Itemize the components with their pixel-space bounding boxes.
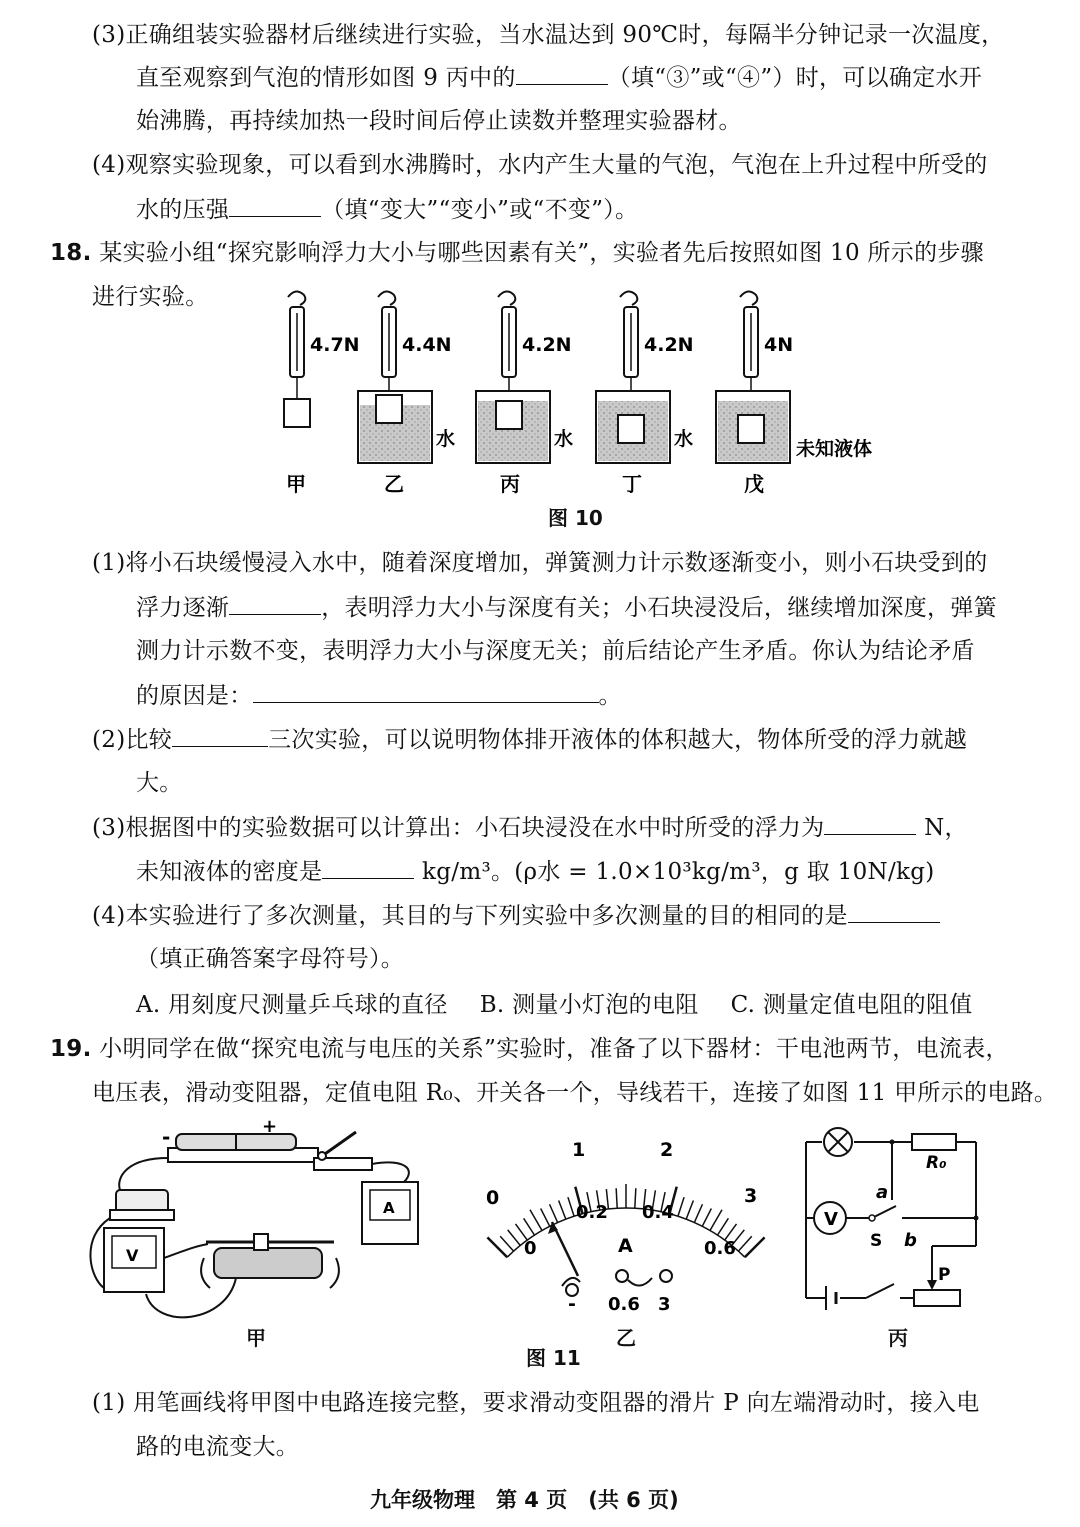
q19-intro-text: 小明同学在做“探究电流与电压的关系”实验时，准备了以下器材：干电池两节，电流表， [99,1036,1009,1062]
reading-ding: 4.2N [644,334,694,356]
dial-tick [550,1204,558,1222]
q17-blank-pressure[interactable] [229,194,321,217]
option-b[interactable]: B. 测量小灯泡的电阻 [479,992,699,1018]
q18-options [136,990,973,1020]
top-scale-0: 0 [486,1187,500,1209]
label-jia: 甲 [286,472,306,496]
schematic-point-a: a [876,1182,889,1203]
q19-part1-line1: (1) 用笔画线将甲图中电路连接完整，要求滑动变阻器的滑片 P 向左端滑动时，接入电 [92,1390,980,1416]
dial-unit: A [618,1235,633,1257]
battery-positive-label: + [262,1118,278,1137]
ammeter [362,1182,418,1244]
knife-switch [314,1132,372,1170]
q17-part3-text-a: 直至观察到气泡的情形如图 9 丙中的 [136,65,516,91]
q18-blank-force[interactable] [824,812,916,835]
q19-intro-line1 [50,1034,1009,1064]
figure-11-bing-schematic [796,1120,996,1320]
q18-number: 18. [50,240,92,266]
q17-part4-line1: (4)观察实验现象，可以看到水沸腾时，水内产生大量的气泡，气泡在上升过程中所受的 [92,152,988,178]
bottom-scale-3: 0.6 [704,1238,736,1259]
q19-intro-line2: 电压表，滑动变阻器，定值电阻 R₀、开关各一个，导线若干，连接了如图 11 甲所示的电路。 [92,1080,1058,1106]
voltmeter [104,1228,164,1292]
liquid-label-wu: 未知液体 [796,438,873,460]
q18-part1-text-b: ，表明浮力大小与深度有关；小石块浸没后，继续增加深度，弹簧 [321,595,997,621]
option-a[interactable]: A. 用刻度尺测量乒乓球的直径 [136,992,448,1018]
bottom-scale-2: 0.4 [642,1202,674,1223]
q18-blank-buoyancy-change[interactable] [229,592,321,615]
reading-jia: 4.7N [310,334,360,356]
q18-intro-line1 [50,238,984,268]
q18-part3-line1 [92,812,968,843]
q18-part2-line2: 大。 [136,770,183,796]
figure-11-label-jia: 甲 [246,1326,266,1350]
q18-blank-compare[interactable] [172,724,268,747]
dial-tick [702,1208,711,1226]
q17-blank-bubble[interactable] [516,62,608,85]
dial-tick [738,1236,751,1251]
battery-negative-label: - [162,1125,171,1149]
ammeter-letter: A [383,1199,395,1217]
fixed-resistor [110,1190,174,1220]
dial-tick [710,1210,722,1231]
schematic-slider-label: P [938,1265,951,1285]
dial-tick [686,1200,693,1219]
q17-part3-text-b: （填“③”或“④”）时，可以确定水开 [607,65,983,91]
q18-blank-reason[interactable] [253,680,599,703]
setup-ding [596,291,670,463]
q17-part4-text-a: 水的压强 [136,197,230,223]
q18-part2-line1 [92,724,967,755]
q18-part1-text-c: 的原因是： [136,683,253,709]
dial-tick [635,1188,636,1208]
q18-part3-text-d: kg/m³。(ρ水 = 1.0×10³kg/m³，g 取 10N/kg) [422,859,935,885]
sliding-rheostat [201,1234,339,1288]
q18-blank-choice[interactable] [848,900,940,923]
reading-yi: 4.4N [402,334,452,356]
label-yi: 乙 [384,472,404,496]
q17-part3-line1: (3)正确组装实验器材后继续进行实验，当水温达到 90℃时，每隔半分钟记录一次温度， [92,22,1005,48]
dial-tick [559,1200,566,1219]
q18-part1-text-d: 。 [598,683,622,709]
figure-10-caption: 图 10 [548,506,603,530]
figure-11-label-bing: 丙 [888,1326,908,1350]
q18-blank-density[interactable] [322,856,414,879]
q18-part4-line2: （填正确答案字母符号）。 [136,946,405,972]
q19-number: 19. [50,1036,92,1062]
battery-pack [162,1118,318,1162]
dial-tick [508,1230,521,1246]
bottom-scale-1: 0.2 [576,1202,608,1223]
dial-tick [530,1210,542,1231]
q18-part1-line2 [136,592,997,623]
setup-wu [716,291,790,463]
q18-part2-text-b: 三次实验，可以说明物体排开液体的体积越大，物体所受的浮力就越 [268,727,968,753]
dial-tick [524,1218,535,1235]
setup-jia [284,291,310,427]
setup-bing [476,291,550,463]
schematic-switch-label: S [870,1231,883,1251]
q17-part4-text-b: （填“变大”“变小”或“不变”）。 [321,197,639,223]
top-scale-3: 3 [744,1185,758,1207]
liquid-label-ding: 水 [674,428,694,450]
dial-tick [500,1236,513,1251]
q18-intro-text: 某实验小组“探究影响浮力大小与哪些因素有关”，实验者先后按照如图 10 所示的步骤 [99,240,984,266]
terminal-0-6: 0.6 [608,1294,640,1315]
q19-part1-line2: 路的电流变大。 [136,1434,300,1460]
q18-part4-line1 [92,900,940,931]
q18-part1-line3: 测力计示数不变，表明浮力大小与深度无关；前后结论产生矛盾。你认为结论矛盾 [136,638,975,664]
dial-tick [694,1204,702,1222]
dial-tick [541,1208,550,1226]
q18-intro-line2: 进行实验。 [92,284,209,310]
q18-part3-line2 [136,856,935,887]
q18-part2-text-a: (2)比较 [92,727,173,753]
q18-part1-text-a: 浮力逐渐 [136,595,230,621]
figure-11-jia-physical-circuit [86,1118,426,1348]
page-footer: 九年级物理 第 4 页 (共 6 页) [370,1488,679,1512]
q17-part3-line2 [136,62,982,93]
q18-part3-text-a: (3)根据图中的实验数据可以计算出：小石块浸没在水中时所受的浮力为 [92,815,825,841]
figure-11-label-yi: 乙 [616,1326,636,1350]
figure-11-yi-ammeter-dial [476,1126,776,1326]
q17-part3-line3: 始沸腾，再持续加热一段时间后停止读数并整理实验器材。 [136,108,742,134]
top-scale-2: 2 [660,1139,674,1161]
schematic-point-b: b [904,1230,917,1251]
bottom-scale-0: 0 [524,1238,537,1259]
terminal-3: 3 [658,1294,671,1315]
label-bing: 丙 [500,472,520,496]
dial-tick [678,1197,684,1216]
terminal-negative: - [568,1293,576,1315]
dial-tick [717,1218,728,1235]
q17-part4-line2 [136,194,638,225]
top-scale-1: 1 [572,1139,586,1161]
reading-bing: 4.2N [522,334,572,356]
label-ding: 丁 [622,472,642,496]
q18-part3-text-c: 未知液体的密度是 [136,859,323,885]
dial-tick [568,1197,574,1216]
figure-10-buoyancy [260,285,920,515]
schematic-meter-letter: V [824,1209,838,1230]
q18-part1-line4 [136,680,622,711]
voltmeter-letter: V [126,1246,139,1265]
dial-tick [616,1188,617,1208]
label-wu: 戊 [744,472,764,496]
figure-11-caption: 图 11 [526,1346,581,1370]
q18-part4-text-a: (4)本实验进行了多次测量，其目的与下列实验中多次测量的目的相同的是 [92,903,848,929]
q18-part1-line1: (1)将小石块缓慢浸入水中，随着深度增加，弹簧测力计示数逐渐变小，则小石块受到的 [92,550,988,576]
schematic-resistor-label: R₀ [926,1153,947,1173]
option-c[interactable]: C. 测量定值电阻的阻值 [730,992,973,1018]
reading-wu: 4N [764,334,794,356]
dial-terminals [562,1270,672,1296]
q18-part3-text-b: N， [924,815,968,841]
setup-yi [358,291,432,463]
liquid-label-yi: 水 [436,428,456,450]
liquid-label-bing: 水 [554,428,574,450]
